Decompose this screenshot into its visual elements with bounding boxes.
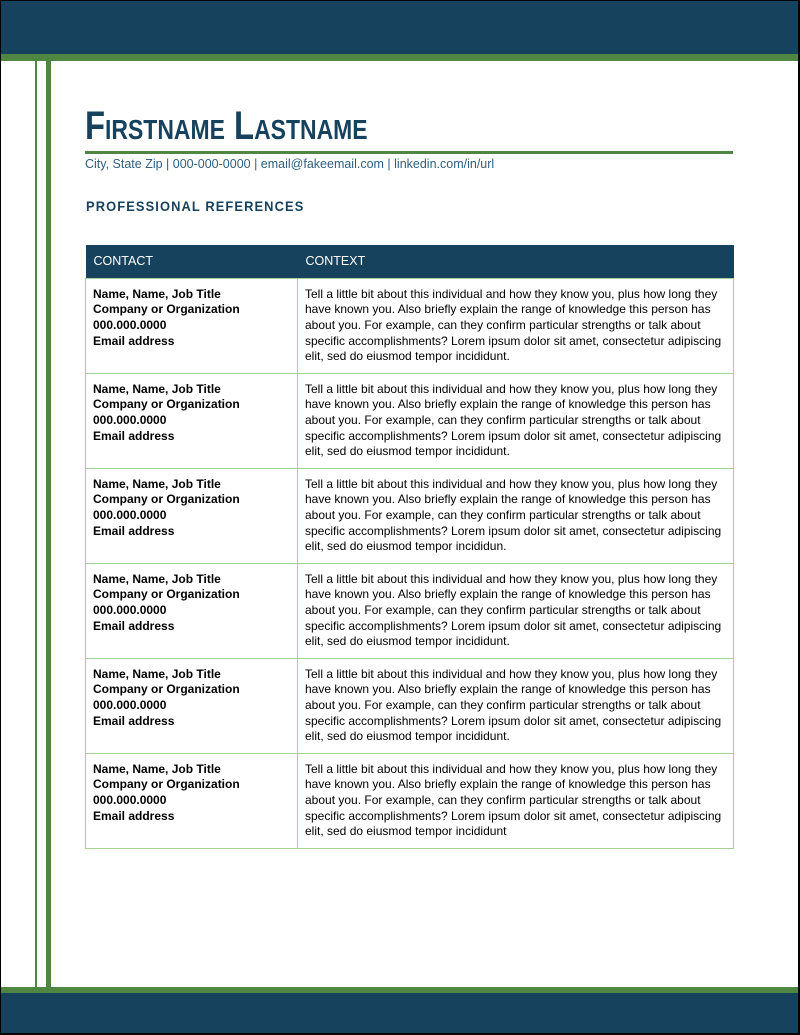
- reference-name-title: Name, Name, Job Title: [93, 381, 221, 396]
- reference-email: Email address: [93, 333, 175, 348]
- table-row: [86, 753, 734, 848]
- reference-company: Company or Organization: [93, 587, 240, 602]
- reference-phone: 000.000.0000: [93, 412, 167, 427]
- reference-company: Company or Organization: [93, 397, 240, 412]
- table-header-row: [86, 245, 734, 278]
- column-header-context: CONTEXT: [298, 245, 734, 278]
- contact-cell: [86, 468, 298, 563]
- table-row: [86, 468, 734, 563]
- contact-cell: [86, 563, 298, 658]
- reference-company: Company or Organization: [93, 682, 240, 697]
- bottom-navy-band: [0, 993, 800, 1035]
- reference-company: Company or Organization: [93, 302, 240, 317]
- reference-name-title: Name, Name, Job Title: [93, 286, 221, 301]
- table-row: [86, 563, 734, 658]
- reference-email: Email address: [93, 428, 175, 443]
- reference-email: Email address: [93, 808, 175, 823]
- table-row: [86, 658, 734, 753]
- contact-info-line: City, State Zip | 000-000-0000 | email@fakeemail.com | linkedin.com/in/url: [85, 157, 495, 171]
- reference-name-title: Name, Name, Job Title: [93, 666, 221, 681]
- contact-cell: [86, 278, 298, 373]
- contact-cell: [86, 658, 298, 753]
- column-header-contact: CONTACT: [86, 245, 298, 278]
- reference-name-title: Name, Name, Job Title: [93, 761, 221, 776]
- reference-phone: 000.000.0000: [93, 317, 167, 332]
- context-cell: Tell a little bit about this individual and how they know you, plus how long they have known you. Also briefly explain the range of knowledge this person has about you. For example, can they confirm particular strengths or talk about specific accomplishments? Lorem ipsum dolor sit amet, consectetur adipiscing elit, sed do eiusmod tempor incididunt.: [298, 373, 734, 468]
- reference-company: Company or Organization: [93, 777, 240, 792]
- reference-name-title: Name, Name, Job Title: [93, 571, 221, 586]
- reference-email: Email address: [93, 713, 175, 728]
- context-cell: Tell a little bit about this individual and how they know you, plus how long they have known you. Also briefly explain the range of knowledge this person has about you. For example, can they confirm particular strengths or talk about specific accomplishments? Lorem ipsum dolor sit amet, consectetur adipiscing elit, sed do eiusmod tempor incididunt: [298, 753, 734, 848]
- section-title: PROFESSIONAL REFERENCES: [86, 198, 305, 214]
- table-row: [86, 278, 734, 373]
- references-table: [85, 245, 734, 849]
- top-green-stripe: [0, 54, 800, 61]
- contact-cell: [86, 753, 298, 848]
- reference-phone: 000.000.0000: [93, 507, 167, 522]
- reference-phone: 000.000.0000: [93, 697, 167, 712]
- name-underline-rule: [85, 151, 733, 154]
- table-row: [86, 373, 734, 468]
- candidate-name: Firstname Lastname: [85, 104, 368, 148]
- reference-name-title: Name, Name, Job Title: [93, 476, 221, 491]
- context-cell: Tell a little bit about this individual and how they know you, plus how long they have known you. Also briefly explain the range of knowledge this person has about you. For example, can they confirm particular strengths or talk about specific accomplishments? Lorem ipsum dolor sit amet, consectetur adipiscing elit, sed do eiusmod tempor incididun.: [298, 468, 734, 563]
- reference-phone: 000.000.0000: [93, 792, 167, 807]
- reference-email: Email address: [93, 523, 175, 538]
- reference-phone: 000.000.0000: [93, 602, 167, 617]
- left-thick-vertical-rule: [46, 61, 51, 987]
- context-cell: Tell a little bit about this individual and how they know you, plus how long they have known you. Also briefly explain the range of knowledge this person has about you. For example, can they confirm particular strengths or talk about specific accomplishments? Lorem ipsum dolor sit amet, consectetur adipiscing elit, sed do eiusmod tempor incididunt.: [298, 563, 734, 658]
- top-navy-band: [0, 0, 800, 54]
- context-cell: Tell a little bit about this individual and how they know you, plus how long they have known you. Also briefly explain the range of knowledge this person has about you. For example, can they confirm particular strengths or talk about specific accomplishments? Lorem ipsum dolor sit amet, consectetur adipiscing elit, sed do eiusmod tempor incididunt.: [298, 278, 734, 373]
- reference-company: Company or Organization: [93, 492, 240, 507]
- contact-cell: [86, 373, 298, 468]
- reference-email: Email address: [93, 618, 175, 633]
- left-thin-vertical-rule: [35, 61, 37, 987]
- context-cell: Tell a little bit about this individual and how they know you, plus how long they have known you. Also briefly explain the range of knowledge this person has about you. For example, can they confirm particular strengths or talk about specific accomplishments? Lorem ipsum dolor sit amet, consectetur adipiscing elit, sed do eiusmod tempor incididunt.: [298, 658, 734, 753]
